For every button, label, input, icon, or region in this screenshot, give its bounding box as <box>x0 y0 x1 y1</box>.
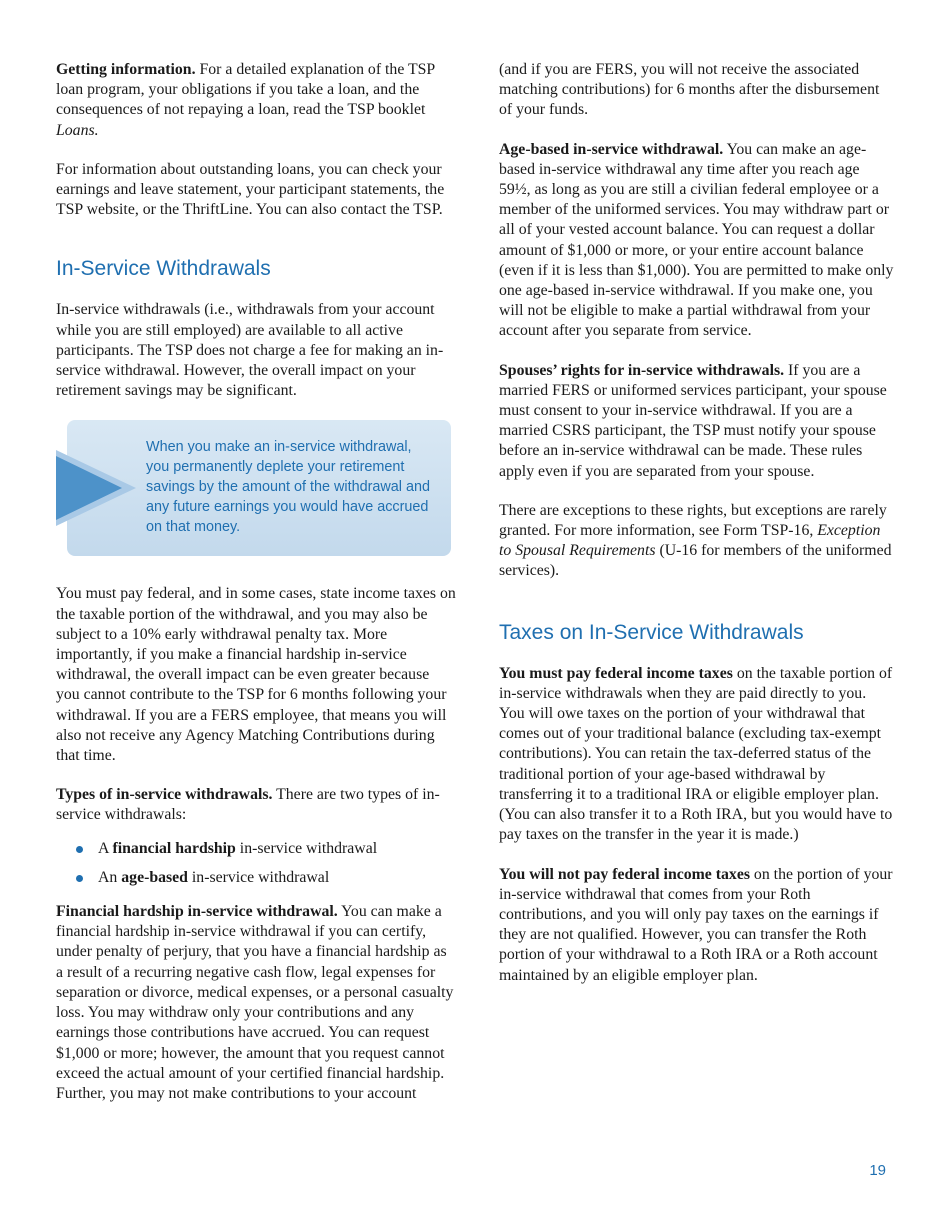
callout-arrow-icon <box>56 450 136 526</box>
will-not-pay-taxes-paragraph: You will not pay federal income taxes on the portion of your in-service withdrawal that comes from your Roth contributions, and you will only pay taxes on the earnings if they are not qualified. However, you can transfer the Roth portion of your withdrawal to a Roth IRA or a Roth account maintained by an eligible employer plan. <box>499 865 893 984</box>
will-not-pay-lead: You will not pay federal income taxes <box>499 865 750 883</box>
taxes-heading: Taxes on In-Service Withdrawals <box>499 620 804 644</box>
in-service-intro-paragraph: In-service withdrawals (i.e., withdrawals from your account while you are still employed) are available to all active participants. The TSP does not charge a fee for making an in-service withdrawal. However, the overall impact on your retirement savings may be significant. <box>56 301 444 400</box>
left-column <box>56 60 456 1123</box>
withdrawal-types-list <box>56 839 456 888</box>
getting-information-lead: Getting information. <box>56 61 196 78</box>
types-paragraph: Types of in-service withdrawals. There are two types of in-service withdrawals: <box>56 786 440 824</box>
form-title: Exception to Spousal Requirements <box>499 522 881 560</box>
list-item: An age-based in-service withdrawal <box>56 868 456 888</box>
callout-box <box>56 420 456 558</box>
age-based-lead: Age-based in-service withdrawal. <box>499 140 724 158</box>
list-item: A financial hardship in-service withdrawal <box>56 839 456 859</box>
bullet-icon <box>76 846 83 853</box>
financial-hardship-paragraph: Financial hardship in-service withdrawal. You can make a financial hardship in-service withdrawal if you can certify, under penalty of perjury, that you have a financial hardship as a result of a recurring negative cash flow, legal expenses for separation or divorce, medical expenses, or a personal casualty loss. You may withdraw only your contributions and any earnings those contributions have accrued. You can request $1,000 or more; however, the amount that you request cannot exceed the actual amount of your certified financial hardship. Further, you may not make contributions to your account <box>56 903 454 1102</box>
bullet-icon <box>76 875 83 882</box>
must-pay-taxes-paragraph: You must pay federal income taxes on the taxable portion of in-service withdrawals when they are paid directly to you. You will owe taxes on the portion of your withdrawal that comes out of your traditional balance (excluding tax-exempt contributions). You can retain the tax-deferred status of the traditional portion of your age-based withdrawal by transferring it to a traditional IRA or eligible employer plan. (You can also transfer it to a Roth IRA, but you would have to pay taxes on the transfer in the year it is made.) <box>499 664 893 844</box>
in-service-withdrawals-heading: In-Service Withdrawals <box>56 257 271 281</box>
exceptions-paragraph: There are exceptions to these rights, but exceptions are rarely granted. For more information, see Form TSP-16, Exception to Spousal Requirements (U-16 for members of the uniformed services). <box>499 501 892 580</box>
spouses-rights-lead: Spouses’ rights for in-service withdrawals. <box>499 361 785 379</box>
getting-information-paragraph: Getting information. For a detailed explanation of the TSP loan program, your obligations if you take a loan, and the consequences of not repaying a loan, read the TSP booklet Loans. <box>56 61 435 139</box>
types-lead: Types of in-service withdrawals. <box>56 786 273 804</box>
taxes-penalty-paragraph: You must pay federal, and in some cases, state income taxes on the taxable portion of the withdrawal, and you may also be subject to a 10% early withdrawal penalty tax. More importantly, if you make a financial hardship in-service withdrawal, the overall impact can be even greater because you cannot contribute to the TSP for 6 months following your withdrawal. If you are a FERS employee, that means you will also not receive any Agency Matching Contributions during that time. <box>56 585 456 765</box>
right-column <box>499 60 894 1005</box>
age-based-paragraph: Age-based in-service withdrawal. You can make an age-based in-service withdrawal any time after you reach age 59½, as long as you are still a civilian federal employee or a member of the uniformed services. You may withdraw part or all of your vested account balance. You can request a dollar amount of $1,000 or more, or your entire account balance (even if it is less than $1,000). You are permitted to make only one age-based in-service withdrawal. If you make one, you will not be eligible to make a partial withdrawal from your account after you separate from service. <box>499 140 894 340</box>
loans-booklet-title: Loans. <box>56 121 99 139</box>
spouses-rights-paragraph: Spouses’ rights for in-service withdrawals. If you are a married FERS or uniformed services participant, your spouse must consent to your in-service withdrawal. If you are a married CSRS participant, the TSP must notify your spouse before an in-service withdrawal can be made. These rules apply even if you are separated from your spouse. <box>499 361 887 480</box>
callout-text: When you make an in-service withdrawal, you permanently deplete your retirement savings by the amount of the withdrawal and any future earnings you would have accrued on that money. <box>146 439 430 535</box>
outstanding-loans-paragraph: For information about outstanding loans, you can check your earnings and leave statement, your participant statements, the TSP website, or the ThriftLine. You can also contact the TSP. <box>56 160 445 219</box>
page-number: 19 <box>869 1162 886 1179</box>
must-pay-lead: You must pay federal income taxes <box>499 664 733 682</box>
continuation-paragraph: (and if you are FERS, you will not receive the associated matching contributions) for 6 months after the disbursement of your funds. <box>499 61 880 119</box>
financial-hardship-lead: Financial hardship in-service withdrawal. <box>56 903 338 921</box>
